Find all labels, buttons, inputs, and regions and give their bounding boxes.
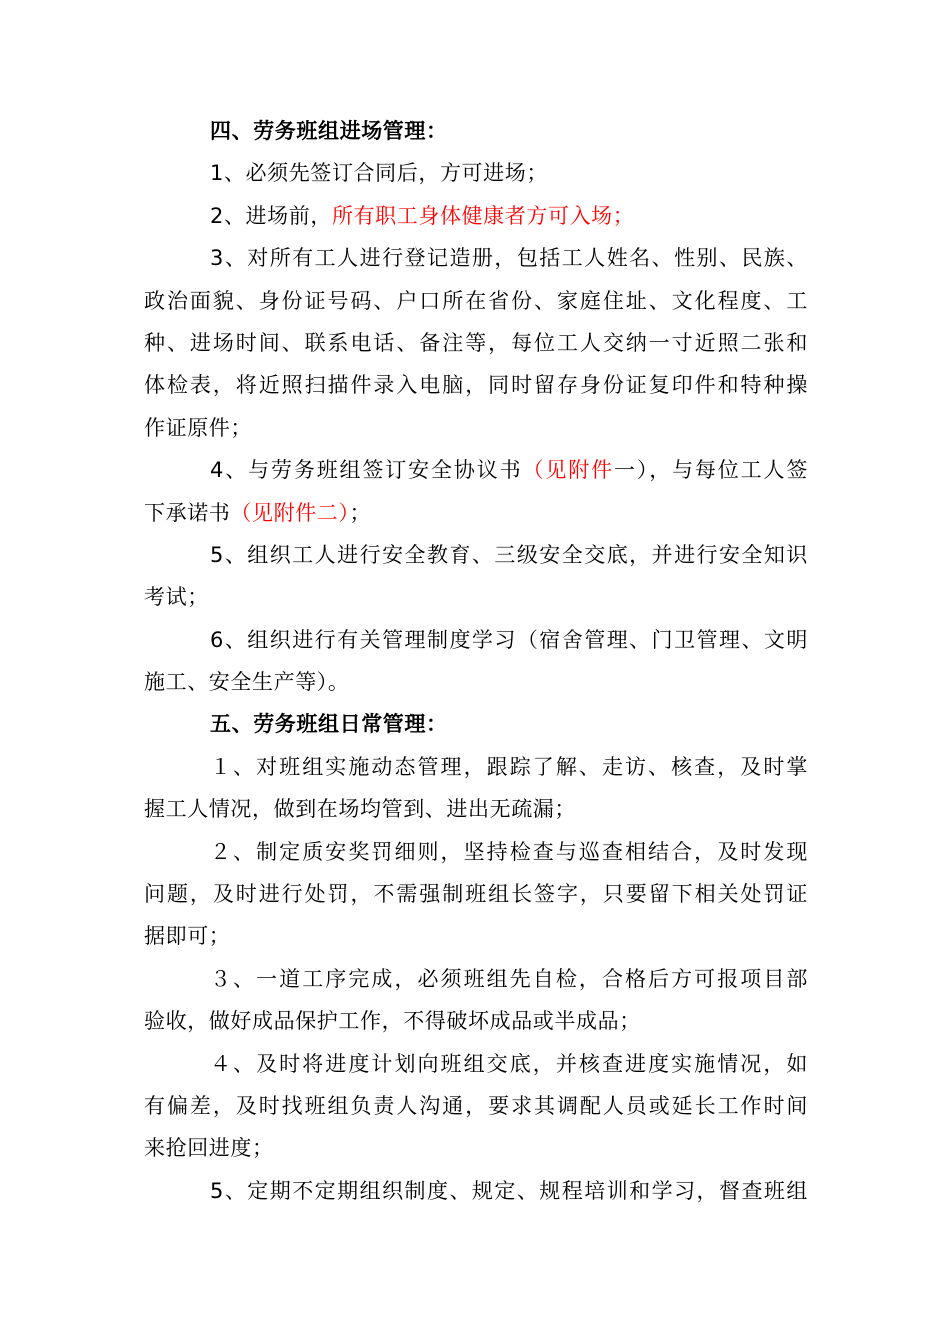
section-heading-daily-management: 五、劳务班组日常管理： bbox=[210, 712, 448, 737]
section-heading-entry-management: 四、劳务班组进场管理： bbox=[210, 119, 448, 143]
daily-item-3-line-1: ３、一道工序完成，必须班组先自检，合格后方可报项目部 bbox=[210, 966, 808, 991]
daily-item-2-line-1: ２、制定质安奖罚细则，坚持检查与巡查相结合，及时发现 bbox=[210, 839, 808, 864]
daily-item-1-line-1: １、对班组实施动态管理，跟踪了解、走访、核查，及时掌 bbox=[210, 754, 808, 779]
daily-item-3-line-2: 验收，做好成品保护工作，不得破坏成品或半成品； bbox=[144, 1009, 641, 1034]
document-body bbox=[144, 110, 808, 1212]
item-2-text: 2、进场前， bbox=[210, 203, 332, 228]
paragraph-item-1: 1、必须先签订合同后，方可进场； bbox=[210, 161, 548, 186]
paragraph-item-3-line-1: 3、对所有工人进行登记造册，包括工人姓名、性别、民族、 bbox=[210, 246, 808, 271]
item-4-text-b: 一），与每位工人签 bbox=[613, 458, 808, 483]
paragraph-item-3-line-2: 政治面貌、身份证号码、户口所在省份、家庭住址、文化程度、工 bbox=[144, 288, 808, 313]
paragraph-item-2 bbox=[144, 195, 808, 237]
item-4-attachment-ref-2: （见附件二） bbox=[230, 500, 350, 525]
paragraph-item-5-line-2: 考试； bbox=[144, 585, 209, 610]
item-4-text-a: 4、与劳务班组签订安全协议书 bbox=[210, 458, 523, 483]
daily-item-1-line-2: 握工人情况，做到在场均管到、进出无疏漏； bbox=[144, 797, 576, 822]
paragraph-item-3-line-5: 作证原件； bbox=[144, 415, 252, 440]
paragraph-item-4-line-1 bbox=[144, 449, 808, 491]
paragraph-item-6-line-2: 施工、安全生产等）。 bbox=[144, 670, 350, 695]
item-4-text-c: 下承诺书 bbox=[144, 500, 231, 525]
daily-item-4-line-3: 来抢回进度； bbox=[144, 1136, 274, 1161]
paragraph-item-3-line-3: 种、进场时间、联系电话、备注等，每位工人交纳一寸近照二张和 bbox=[144, 330, 808, 355]
paragraph-item-5-line-1: 5、组织工人进行安全教育、三级安全交底，并进行安全知识 bbox=[210, 542, 808, 567]
daily-item-2-line-2: 问题，及时进行处罚，不需强制班组长签字，只要留下相关处罚证 bbox=[144, 882, 808, 907]
daily-item-4-line-1: ４、及时将进度计划向班组交底，并核查进度实施情况，如 bbox=[210, 1051, 808, 1076]
paragraph-item-4-line-2 bbox=[144, 492, 808, 534]
paragraph-item-6-line-1: 6、组织进行有关管理制度学习（宿舍管理、门卫管理、文明 bbox=[210, 627, 808, 652]
daily-item-5-line-1: 5、定期不定期组织制度、规定、规程培训和学习，督查班组 bbox=[210, 1178, 808, 1203]
item-2-highlight: 所有职工身体健康者方可入场； bbox=[331, 203, 635, 228]
daily-item-2-line-3: 据即可； bbox=[144, 924, 231, 949]
item-4-text-d: ； bbox=[349, 500, 372, 525]
paragraph-item-3-line-4: 体检表，将近照扫描件录入电脑，同时留存身份证复印件和特种操 bbox=[144, 373, 808, 398]
daily-item-4-line-2: 有偏差，及时找班组负责人沟通，要求其调配人员或延长工作时间 bbox=[144, 1093, 808, 1118]
item-4-attachment-ref-1: （见附件 bbox=[522, 458, 614, 483]
